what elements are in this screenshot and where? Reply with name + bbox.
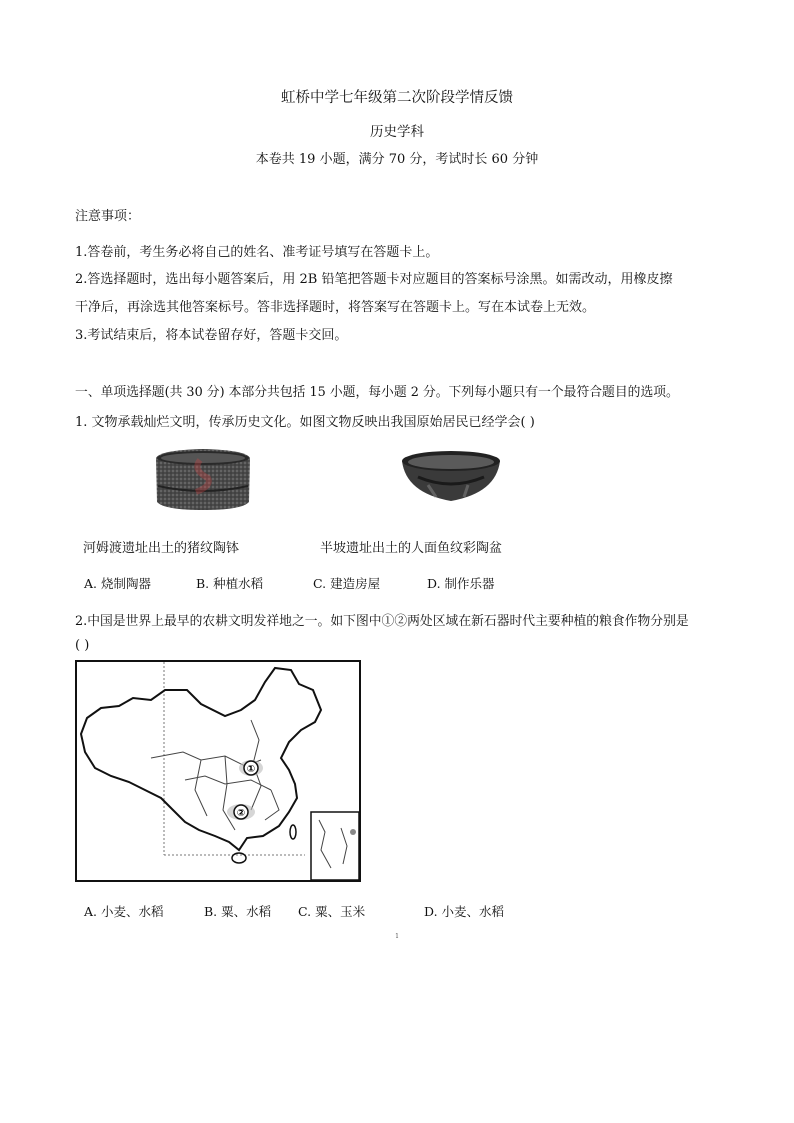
note-item: 1.答卷前，考生务必将自己的姓名、准考证号填写在答题卡上。	[75, 245, 439, 260]
q2-option-d: D. 小麦、水稻	[424, 904, 505, 919]
note-item: 3.考试结束后，将本试卷留存好，答题卡交回。	[75, 328, 348, 343]
q1-option-d: D. 制作乐器	[427, 576, 495, 591]
q1-option-b: B. 种植水稻	[196, 576, 264, 591]
question-1-stem: 1. 文物承载灿烂文明，传承历史文化。如图文物反映出我国原始居民已经学会( )	[75, 415, 535, 430]
exam-subject: 历史学科	[370, 124, 424, 140]
map-mark-2: ②	[236, 808, 246, 819]
note-item: 干净后，再涂选其他答案标号。答非选择题时，将答案写在答题卡上。写在本试卷上无效。	[75, 300, 596, 315]
pig-pattern-pottery-bowl-image	[152, 446, 254, 512]
notes-heading: 注意事项：	[75, 209, 141, 224]
caption-left: 河姆渡遗址出土的猪纹陶钵	[83, 541, 240, 556]
q2-option-c: C. 粟、玉米	[298, 904, 366, 919]
map-mark-1: ①	[246, 764, 256, 775]
question-2-stem: 2.中国是世界上最早的农耕文明发祥地之一。如下图中①②两处区域在新石器时代主要种植的粮食作物分别是	[75, 614, 689, 629]
human-face-fish-pattern-basin-image	[398, 447, 504, 503]
question-2-paren: ( )	[75, 638, 90, 653]
caption-right: 半坡遗址出土的人面鱼纹彩陶盆	[320, 541, 503, 556]
q1-option-a: A. 烧制陶器	[84, 576, 151, 591]
section-heading: 一、单项选择题(共 30 分) 本部分共包括 15 小题，每小题 2 分。下列每小题只有一个最符合题目的选项。	[75, 385, 679, 400]
q2-option-a: A. 小麦、水稻	[84, 904, 164, 919]
q2-option-b: B. 粟、水稻	[204, 904, 272, 919]
q1-option-c: C. 建造房屋	[313, 576, 381, 591]
exam-title: 虹桥中学七年级第二次阶段学情反馈	[281, 90, 513, 106]
exam-meta: 本卷共 19 小题，满分 70 分，考试时长 60 分钟	[255, 152, 539, 167]
note-item: 2.答选择题时，选出每小题答案后，用 2B 铅笔把答题卡对应题目的答案标号涂黑。如需改动，用橡皮擦	[75, 272, 673, 287]
page-number: 1	[395, 933, 399, 940]
china-map-image	[75, 660, 361, 882]
